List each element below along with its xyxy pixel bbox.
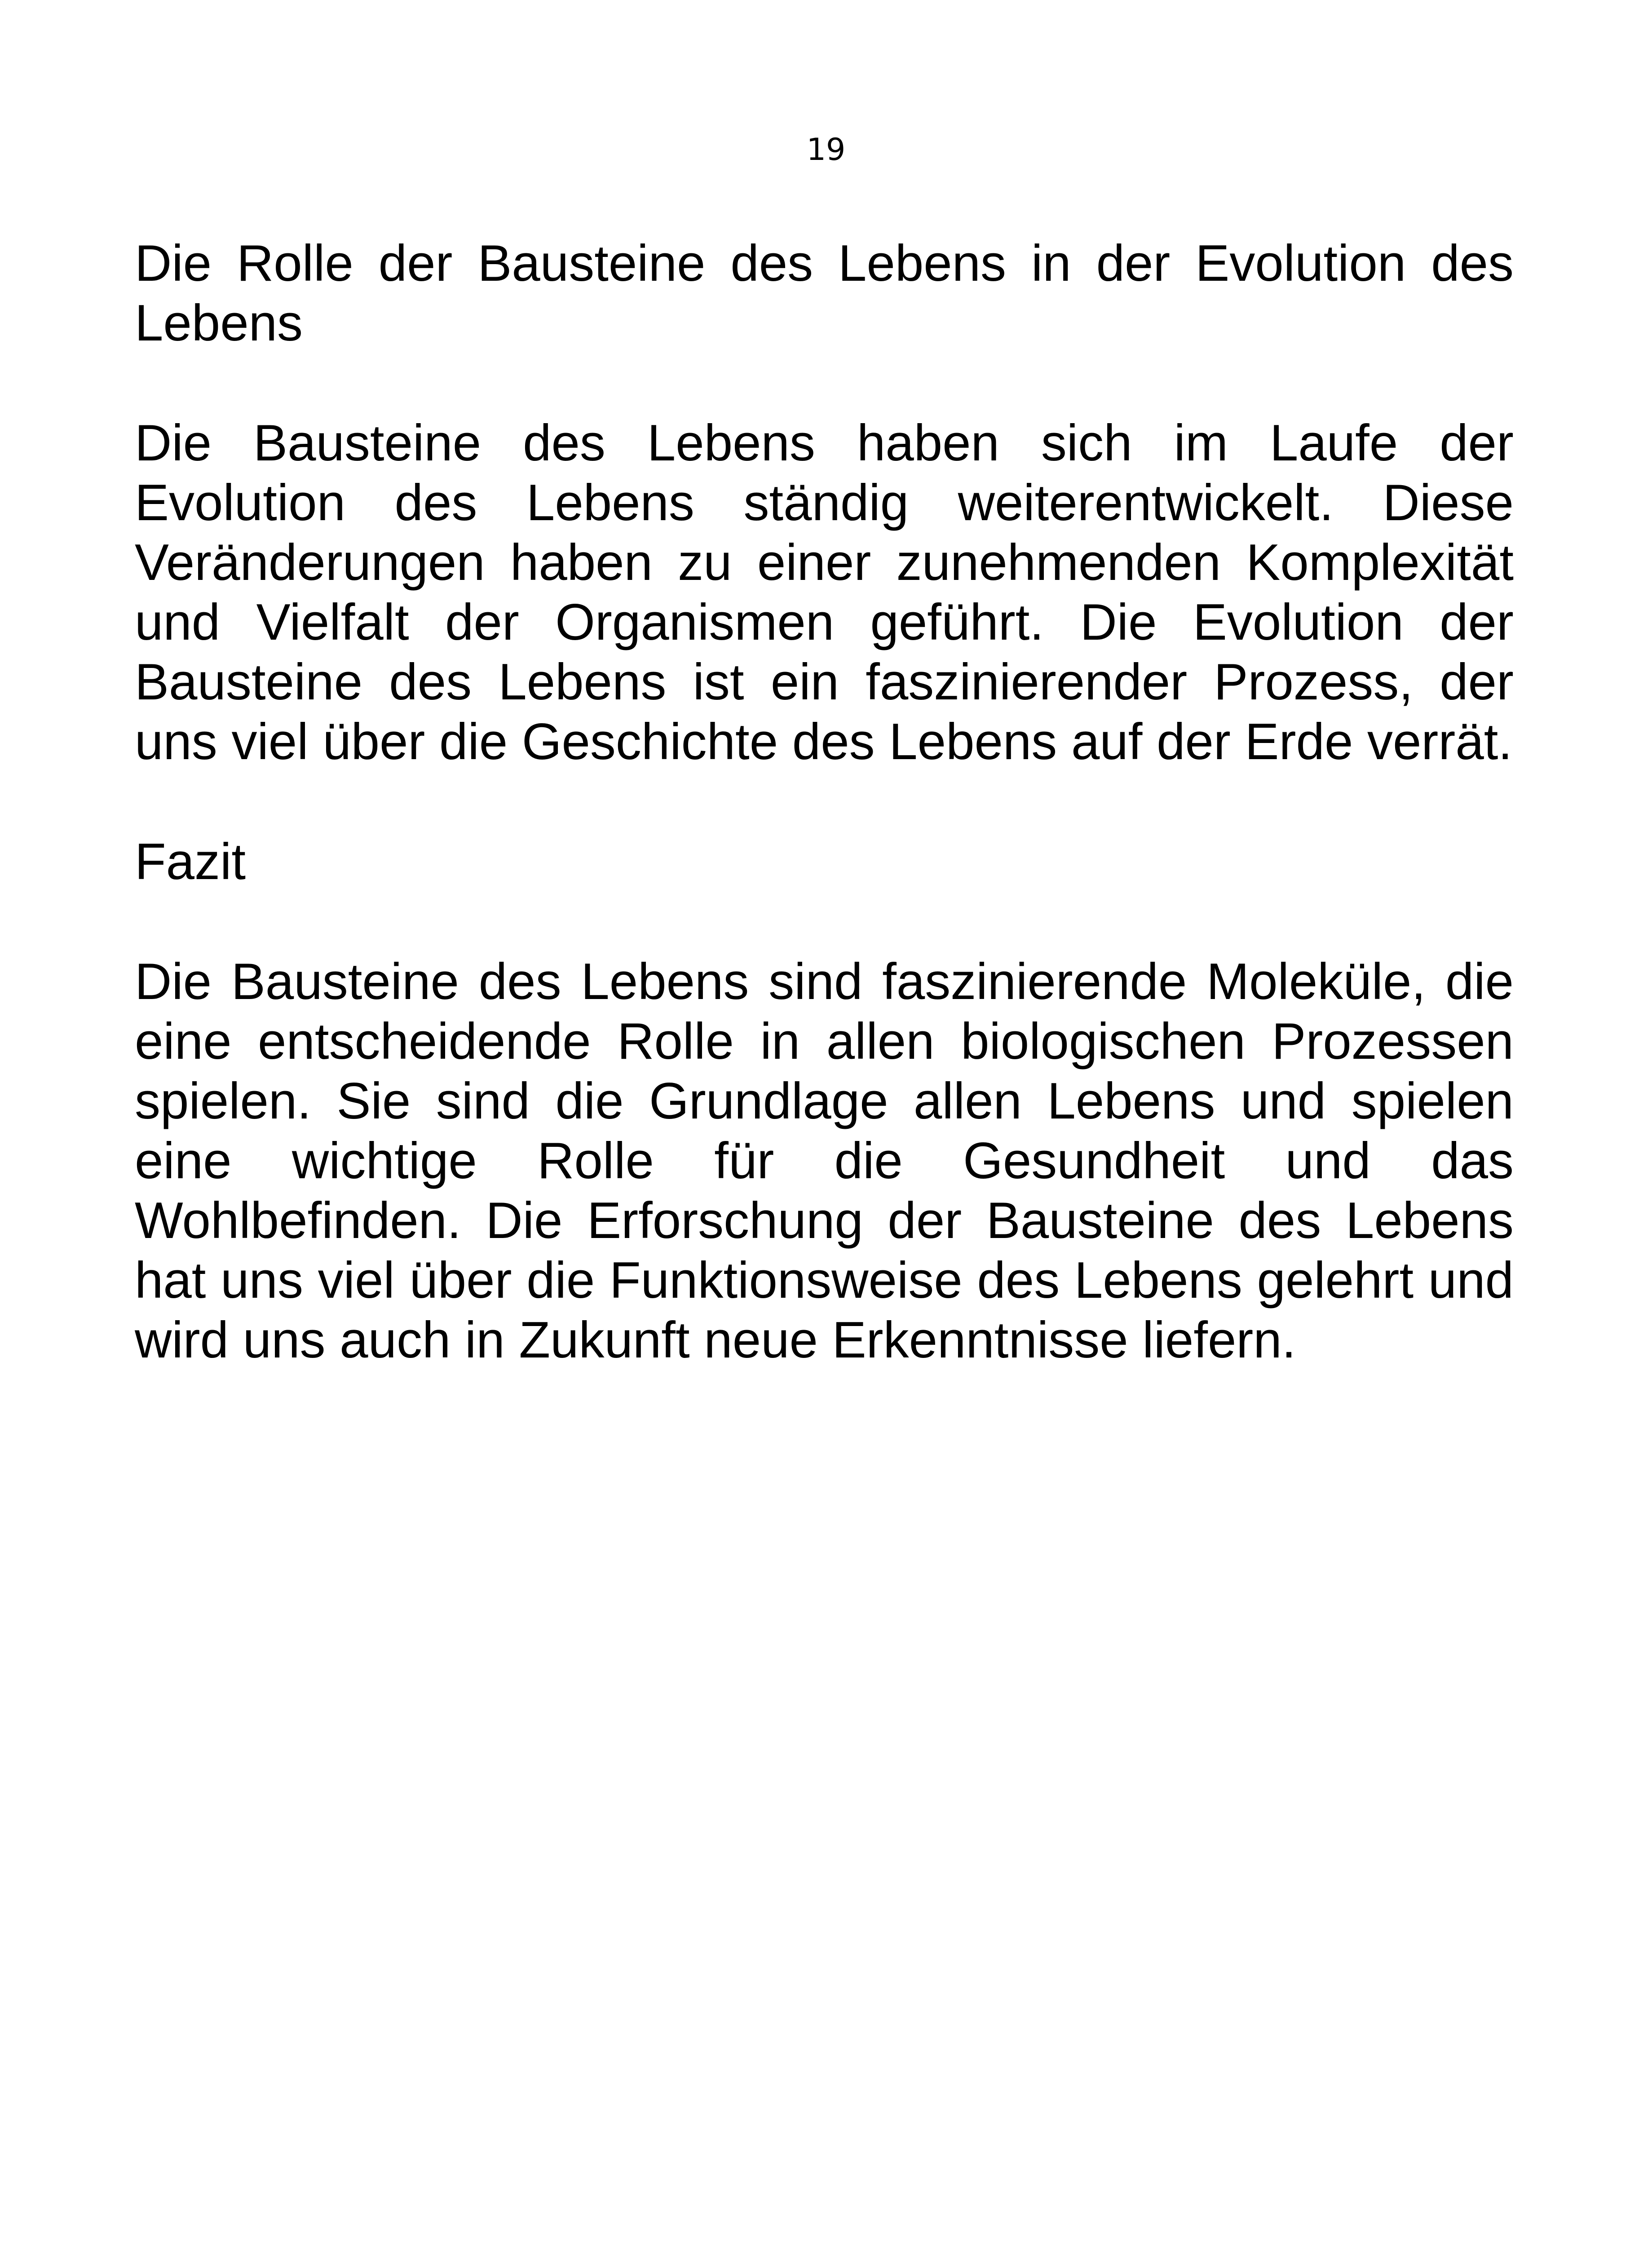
section-paragraph: Die Bausteine des Lebens sind faszinierende Moleküle, die eine entscheidende Rolle in allen biologischen Prozessen spielen. Sie sind die Grundlage allen Lebens und spielen eine wichtige Rolle für die Gesundheit und das Wohlbefinden. Die Erforschung der Bausteine des Lebens hat uns viel über die Funktionsweise des Lebens gelehrt und wird uns auch in Zukunft neue Erkenntnisse liefern. (135, 953, 1514, 1369)
section-paragraph: Die Bausteine des Lebens haben sich im Laufe der Evolution des Lebens ständig weiterentwickelt. Diese Veränderungen haben zu einer zunehmenden Komplexität und Vielfalt der Organismen geführt. Die Evolution der Bausteine des Lebens ist ein faszinierender Prozess, der uns viel über die Geschichte des Lebens auf der Erde verrät. (135, 415, 1514, 770)
section-heading: Fazit (135, 833, 246, 890)
section-heading: Die Rolle der Bausteine des Lebens in der Evolution des Lebens (135, 235, 1514, 352)
page-number: 19 (806, 132, 846, 168)
page-content (135, 234, 1514, 1370)
